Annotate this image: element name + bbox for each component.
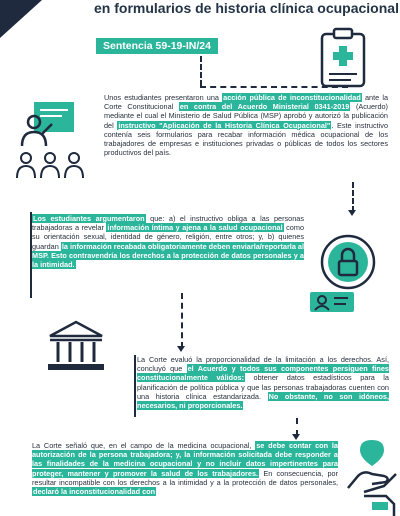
support-hand-icon (342, 436, 400, 496)
connector-line (200, 86, 348, 88)
text-run: obtener datos estadísticos para la planificación de política pública y que las personas trabajadoras cuenten con una historia clínica estandarizada. (137, 373, 389, 401)
document-edit-icon (358, 494, 400, 516)
highlight-unconstitutional: declaró la inconstitucionalidad con (33, 487, 156, 497)
courthouse-icon (46, 318, 106, 376)
highlight-instructivo: instructivo "Aplicación de la Historia Clínica Ocupacional" (118, 120, 331, 130)
sentence-badge: Sentencia 59-19-IN/24 (96, 38, 218, 54)
highlight-valid-ends: el Acuerdo y todos sus componentes persiguen fines constitucionalmente válidos: (137, 364, 389, 383)
text-run: como su orientación sexual, identidad de género, religión, entre otros; y, b) quienes guardan (32, 223, 304, 251)
intro-paragraph (104, 93, 388, 183)
lock-profile-icon (306, 232, 390, 314)
highlight-students: Los estudiantes argumentaron (33, 214, 145, 223)
arrow-down-icon (177, 346, 185, 352)
highlight-not-proportional: No obstante, no son idóneos, necesarios, ni proporcionales. (137, 391, 389, 411)
page-title: en formularios de historia clínica ocupacional (94, 0, 399, 16)
arguments-paragraph (32, 214, 304, 298)
connector-line (200, 56, 202, 86)
text-run: (Acuerdo) mediante el cual el Ministerio de Salud Pública (MSP) aprobó y autorizó la publicación del (104, 102, 388, 130)
audience-icon (12, 96, 88, 186)
header-corner-shape (0, 0, 42, 38)
connector-line (181, 293, 183, 348)
text-run: ante la Corte Constitucional (104, 93, 388, 112)
conclusion-paragraph (32, 441, 338, 516)
text-run: La Corte evaluó la proporcionalidad de la limitación a los derechos. Así, concluyó que (137, 355, 389, 374)
highlight-action: acción pública de inconstitucionalidad (223, 93, 361, 102)
highlight-report-msp: la información recabada obligatoriamente deben enviarla/reportarla al MSP. Esto contravendría los derechos a la protección de datos personales y a la intimidad. (32, 241, 304, 270)
highlight-intimate-info: información íntima y ajena a la salud ocupacional (107, 223, 283, 233)
text-run: que: a) el instructivo obliga a las personas trabajadoras a revelar (32, 214, 304, 233)
text-run: . Este instructivo contenía seis formularios para recabar información médica ocupacional de los trabajadores de empresas e instituciones privadas o públicas de todos los sectores productivos del país. (104, 120, 388, 158)
connector-line (352, 182, 354, 212)
highlight-agreement: en contra del Acuerdo Ministerial 0341-2019 (179, 102, 350, 112)
medical-clipboard-icon (318, 26, 368, 88)
text-run: En consecuencia, por resultar incompatible con los derechos a la intimidad y a la protección de datos personales, (32, 468, 338, 487)
arrow-down-icon (292, 434, 300, 440)
evaluation-paragraph (137, 355, 389, 417)
header (0, 0, 400, 24)
arrow-down-icon (348, 210, 356, 216)
text-run: Unos estudiantes presentaron una (104, 93, 223, 102)
highlight-authorization: se debe contar con la autorización de la persona trabajadora; y, la información solicitada debe responder a las finalidades de la medicina ocupacional y no incluir datos impertinentes para proteger, mantener y promover la salud de los trabajadores. (32, 441, 338, 478)
left-border (134, 355, 136, 417)
text-run: La Corte señaló que, en el campo de la medicina ocupacional, (32, 441, 256, 450)
